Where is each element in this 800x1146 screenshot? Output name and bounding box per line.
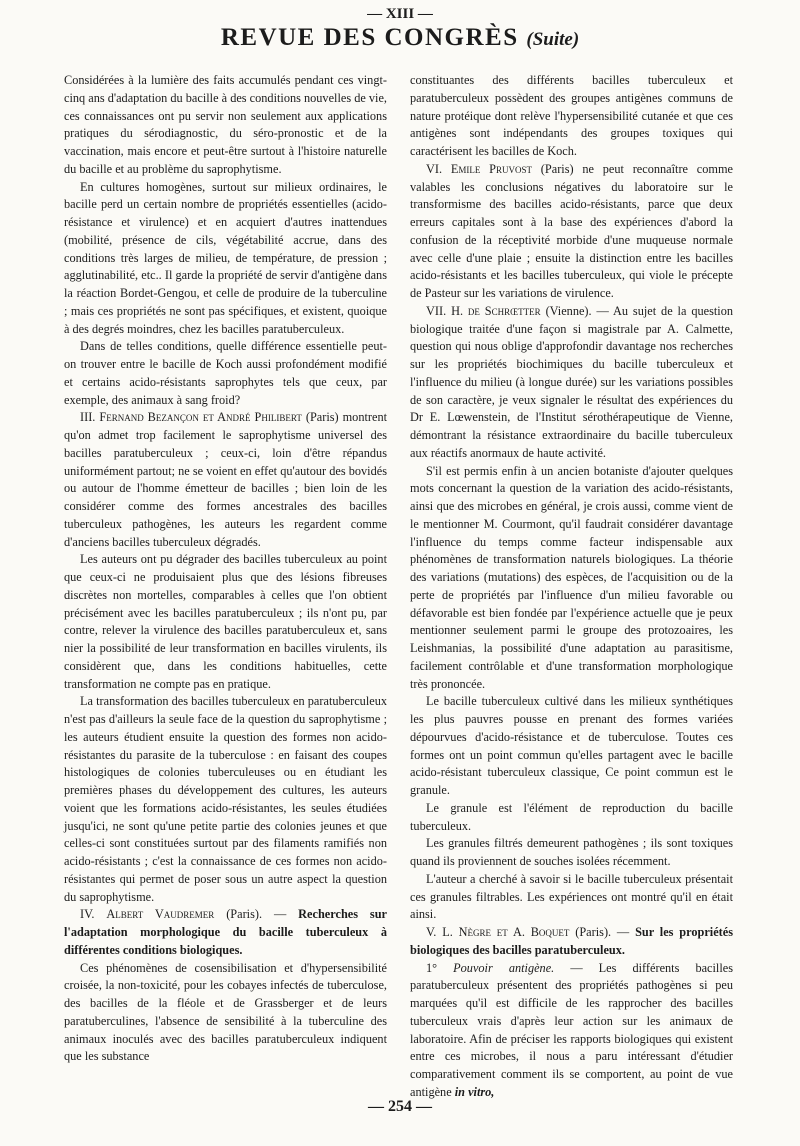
section-heading: Recherches sur l'adaptation morphologique du bacille tuberculeux à différentes conditions biologiques. <box>64 907 388 957</box>
author-name: H. de Schrœtter <box>451 303 541 318</box>
paragraph-text: (Vienne). — Au sujet de la question biologique traitée d'une façon si magistrale par A. Calmette, question qui nous oblige d'approfondir davantage nos recherches sur les propriétés biochimiques du bacille tuberculeux et l'influence du milieu (à longue durée) sur les variations possibles de son caractère, je veux signaler le résultat des expériences du Dr E. Lœwenstein, de l'Institut sérothérapeutique de Vienne, démontrant la résistance extraordinaire du bacille tuberculeux aux réactifs anormaux de haute activité. <box>410 303 733 460</box>
section-number: IV. <box>80 907 95 922</box>
author-names: Fernand Bezançon et André Philibert <box>99 410 302 425</box>
paragraph-text: (Paris) montrent qu'on admet trop facilement le saprophytisme universel des bacilles paratuberculeux ; ceux-ci, loin d'être répandus uniformément partout; ne se voient en effet qu'autour des bovidés ou autour de l'homme émetteur de bacilles ; bien loin de les considérer comme des formes ancestrales des bacilles tuberculeux pathogènes, les auteurs les regardent comme d'anciens bacilles tuberculeux dégradés. <box>64 410 388 549</box>
subheading: Pouvoir antigène. <box>453 960 555 975</box>
section-number: III. <box>80 410 96 425</box>
author-names: L. Nègre et A. Boquet <box>442 925 570 939</box>
in-vitro-text: in vitro, <box>454 1084 495 1099</box>
item-number: 1° <box>426 960 438 975</box>
author-place: (Paris). — <box>226 907 287 922</box>
author-name: Emile Pruvost <box>450 161 532 176</box>
paragraph: La transformation des bacilles tuberculeux en paratuberculeux n'est pas d'ailleurs la seule face de la question du saprophytisme ; les auteurs étudient ensuite la question des formes non acido-résistantes du parasite de la tuberculose : en faisant des coupes histologiques de colonies tuberculeuses ou en étudiant les premières phases du développement des cultures, les auteurs voient que les formations acido-résistantes, les seules étudiées jusqu'ici, ne sont qu'une petite partie des colonies jeunes et que celles-ci sont constituées surtout par des filaments ramifiés non acido-résistants ; c'est la connaissance de ces formes non acido-résistantes qui permet de poser sous un autre aspect la question du saprophytisme. <box>64 694 387 904</box>
right-column <box>410 72 733 1102</box>
paragraph-schroetter <box>410 303 733 463</box>
title-suffix: (Suite) <box>526 29 580 50</box>
left-column <box>64 72 387 1066</box>
paragraph: Ces phénomènes de cosensibilisation et d'hypersensibilité croisée, la non-toxicité, pour les cobayes infectés de tuberculose, des bacilles de la fléole et de Grassberger et de leurs paratuberculines, l'absence de sensibilité à la tuberculine des animaux inoculés avec des bacilles paratuberculeux indiquent que les substance <box>64 960 387 1064</box>
paragraph: Le granule est l'élément de reproduction du bacille tuberculeux. <box>410 800 733 833</box>
author-place: (Paris). — <box>575 925 630 939</box>
paragraph: Le bacille tuberculeux cultivé dans les milieux synthétiques les plus pauvres pousse en prenant des formes variées dépourvues d'acido-résistance et de tuberculose. Toutes ces formes ont un point commun qu'elles partagent avec le bacille acido-résistant tuberculeux classique, Ce point commun est le granule. <box>410 694 733 797</box>
page-title <box>0 24 800 52</box>
page-number: — 254 — <box>368 1098 432 1115</box>
paragraph-vaudremer <box>64 906 387 959</box>
section-number: VII. <box>426 303 447 318</box>
author-name: Albert Vaudremer <box>106 907 215 922</box>
paragraph: L'auteur a cherché à savoir si le bacille tuberculeux présentait ces granules filtrables. Les expériences ont montré qu'il en était ainsi. <box>410 871 733 922</box>
section-heading: Sur les propriétés biologiques des bacilles paratuberculeux. <box>410 925 734 957</box>
paragraph: Les auteurs ont pu dégrader des bacilles tuberculeux au point que ceux-ci ne produisaient plus que des lésions fibreuses discrètes non mortelles, comparables à celles que l'on obtient précisément avec les bacilles paratuberculeux ; ils n'ont pu, par contre, relever la virulence des bacilles paratuberculeux et, sans nier la possibilité de leur transformation en bacilles virulents, ils considèrent que, dans les conditions habituelles, cette transformation ne compte pas en pratique. <box>64 552 387 691</box>
paragraph-negre-boquet <box>410 924 733 960</box>
paragraph: S'il est permis enfin à un ancien botaniste d'ajouter quelques mots concernant la question de la variation des acido-résistants, ainsi que des microbes en général, je crois aussi, comme vient de le mentionner M. Courmont, qu'il faudrait considérer davantage l'influence du temps comme facteur indispensable aux phénomènes de transformation naturels biologiques. La théorie des variations (mutations) des espèces, de l'acquisition ou de la perte de propriétés par l'influence d'un milieu favorable ou défavorable est bien fondée par l'expérience actuelle que je peux mentionner seulement parmi le groupe des protozoaires, les Leishmanias, la possibilité d'une adaptation au parasitisme, facilement contrôlable et d'une transformation morphologique très prononcée. <box>410 463 733 691</box>
paragraph: En cultures homogènes, surtout sur milieux ordinaires, le bacille perd un certain nombre de propriétés essentielles (acido-résistance et virulence) et en acquiert d'autres inattendues (mobilité, présence de cils, végétabilité accrue, dans des conditions très larges de milieu, de température, de pression ; agglutinabilité, etc.. Il garde la propriété de servir d'antigène dans la réaction Bordet-Gengou, et celle de produire de la tuberculine ; mais ces propriétés ne sont pas spécifiques, et existent, quoique à des degrés moindres, chez les bacilles paratuberculeux. <box>64 179 387 336</box>
section-number: VI. <box>426 161 443 176</box>
paragraph: Considérées à la lumière des faits accumulés pendant ces vingt-cinq ans d'adaptation du bacille à des conditions nouvelles de vie, ces connaissances ont pu servir non seulement aux applications pratiques du sérodiagnostic, du séro-pronostic et de la vaccination, mais encore et peut-être surtout à l'histoire naturelle du bacille et au problème du saprophytisme. <box>64 73 387 176</box>
paragraph-pouvoir-antigene <box>410 960 733 1102</box>
paragraph-text: (Paris) ne peut reconnaître comme valables les conclusions négatives du laboratoire sur le transformisme des bacilles acido-résistants, parce que deux erreurs capitales sont à la base des expériences d'abord la confusion de la réceptivité morbide d'une muqueuse normale avec celle d'une plaie ; ensuite la distinction entre les bacilles acido-résistants et les bacilles tuberculeux, qui viole le précepte de Pasteur sur les variations de virulence. <box>410 161 733 300</box>
paragraph-pruvost <box>410 161 733 303</box>
paragraph: Dans de telles conditions, quelle différence essentielle peut-on trouver entre le bacille de Koch aussi profondément modifié et certains acido-résistants saprophytes tels que ceux, par exemple, des animaux à sang froid? <box>64 339 387 407</box>
section-number: V. <box>426 925 437 939</box>
paragraph: Les granules filtrés demeurent pathogènes ; ils sont toxiques quand ils proviennent de souches isolées récemment. <box>410 836 733 868</box>
paragraph-text: — Les différents bacilles paratuberculeux présentent des propriétés pathogènes si peu marquées qu'il est difficile de les rapprocher des bacilles tuberculeux vrais d'après leur action sur les animaux de laboratoire. Afin de préciser les rapports biologiques qui existent entre ces microbes, il nous a paru intéressant d'étudier comparativement comment ils se comportent, au point de vue antigène <box>410 960 733 1099</box>
paragraph-bezancon <box>64 409 387 551</box>
title-text: REVUE DES CONGRÈS <box>220 24 519 51</box>
paragraph: constituantes des différents bacilles tuberculeux et paratuberculeux possèdent des groupes antigènes communs de nature protéique dont relève l'hypersensibilité cutanée et que ces antigènes sont indépendants des groupes toxiques qui caractérisent les bacilles de Koch. <box>410 73 733 158</box>
roman-page-number: — XIII — <box>367 6 433 22</box>
